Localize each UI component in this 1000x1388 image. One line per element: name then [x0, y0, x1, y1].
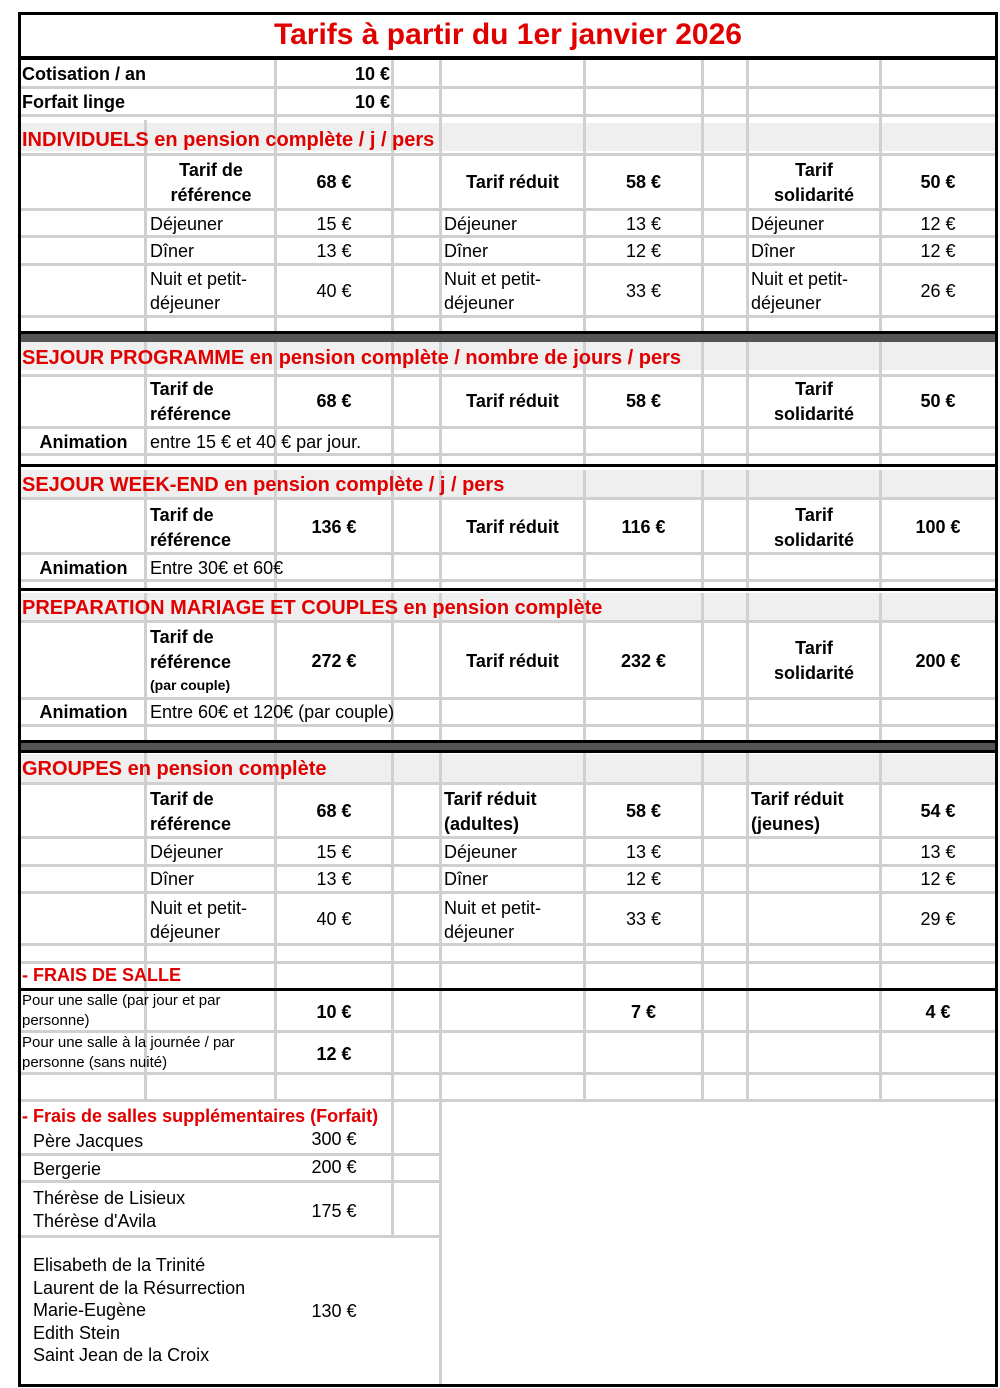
grid-hline — [20, 153, 996, 156]
price: 12 € — [920, 869, 956, 889]
solid-label: solidarité — [773, 530, 855, 550]
jeunes-price: 54 € — [920, 801, 956, 821]
solid-label: Tarif — [795, 379, 833, 399]
grid-hline — [20, 891, 996, 894]
supp-heading: - Frais de salles supplémentaires (Forfait) — [22, 1106, 379, 1126]
table-border — [995, 12, 998, 1387]
reduit-label: (adultes) — [444, 814, 520, 834]
jeunes-label: Tarif réduit — [751, 789, 844, 809]
room-name: Elisabeth de la Trinité — [33, 1255, 206, 1275]
room-price: 130 € — [311, 1301, 357, 1321]
solid-price: 50 € — [920, 172, 956, 192]
price: 12 € — [625, 869, 662, 889]
table-border — [18, 331, 998, 334]
grid-hline — [20, 1235, 440, 1238]
ref-label: Tarif de — [179, 160, 243, 180]
din-label: Dîner — [751, 241, 796, 261]
table-border — [18, 1384, 998, 1387]
nuit-label: déjeuner — [150, 293, 221, 313]
price: 12 € — [920, 241, 956, 261]
grid-hline — [20, 724, 996, 727]
ref-price: 68 € — [316, 391, 352, 411]
table-border — [18, 588, 998, 591]
salle-row-label: personne (sans nuité) — [22, 1054, 168, 1071]
room-name: Père Jacques — [33, 1131, 144, 1151]
table-border — [18, 740, 998, 743]
price: 40 € — [316, 909, 352, 929]
reduit-price: 58 € — [625, 172, 662, 192]
page-title: Tarifs à partir du 1er janvier 2026 — [273, 18, 742, 51]
section-heading: INDIVIDUELS en pension complète / j / pers — [22, 129, 435, 151]
din-label: Dîner — [444, 869, 489, 889]
grid-hline — [20, 782, 996, 785]
reduit-price: 58 € — [625, 801, 662, 821]
solid-price: 200 € — [915, 651, 961, 671]
animation-label: Animation — [39, 558, 128, 578]
grid-vline — [583, 60, 586, 120]
section-heading: GROUPES en pension complète — [22, 758, 327, 780]
grid-vline — [701, 750, 704, 1100]
nuit-label: Nuit et petit- — [751, 269, 849, 289]
grid-vline — [439, 750, 442, 1100]
reduit-label: Tarif réduit — [466, 651, 559, 671]
salle-row-label: Pour une salle (par jour et par — [22, 992, 221, 1009]
room-price: 300 € — [311, 1129, 357, 1149]
grid-vline — [439, 60, 442, 120]
section-heading: SEJOUR WEEK-END en pension complète / j / pers — [22, 474, 505, 496]
din-label: Dîner — [150, 241, 195, 261]
price: 12 € — [625, 241, 662, 261]
ref-label: référence — [150, 404, 232, 424]
animation-label: Animation — [39, 702, 128, 722]
reduit-label: Tarif réduit — [466, 391, 559, 411]
animation-text: Entre 30€ et 60€ — [150, 558, 284, 578]
table-border — [18, 12, 998, 15]
nuit-label: déjeuner — [150, 922, 221, 942]
salle-price: 4 € — [925, 1002, 951, 1022]
reduit-price: 232 € — [620, 651, 667, 671]
price: 40 € — [316, 281, 352, 301]
solid-label: solidarité — [773, 185, 855, 205]
room-price: 200 € — [311, 1157, 357, 1177]
dej-label: Déjeuner — [751, 214, 825, 234]
grid-hline — [20, 315, 996, 318]
room-name: Laurent de la Résurrection — [33, 1278, 246, 1298]
solid-price: 100 € — [915, 517, 961, 537]
price: 13 € — [625, 214, 662, 234]
salle-row-label: personne) — [22, 1012, 90, 1029]
grid-hline — [20, 86, 996, 89]
reduit-price: 58 € — [625, 391, 662, 411]
solid-label: solidarité — [773, 404, 855, 424]
reduit-label: Tarif réduit — [466, 517, 559, 537]
table-border — [18, 464, 998, 467]
ref-label: référence — [150, 652, 232, 672]
salle-heading: - FRAIS DE SALLE — [22, 965, 182, 985]
solid-label: Tarif — [795, 505, 833, 525]
solid-label: Tarif — [795, 160, 833, 180]
salle-price: 12 € — [316, 1044, 352, 1064]
room-name: Thérèse de Lisieux — [33, 1188, 186, 1208]
grid-hline — [20, 114, 996, 117]
section-divider — [18, 334, 998, 342]
section-divider — [18, 742, 998, 750]
linge-label: Forfait linge — [22, 92, 125, 112]
ref-label: référence — [150, 530, 232, 550]
price: 29 € — [920, 909, 956, 929]
ref-label: Tarif de — [150, 627, 214, 647]
ref-label: Tarif de — [150, 379, 214, 399]
dej-label: Déjeuner — [150, 214, 224, 234]
grid-hline — [20, 1099, 996, 1102]
nuit-label: déjeuner — [444, 922, 515, 942]
ref-price: 136 € — [311, 517, 357, 537]
table-border — [18, 12, 21, 1387]
room-name: Bergerie — [33, 1159, 102, 1179]
grid-vline — [879, 60, 882, 120]
ref-price: 68 € — [316, 172, 352, 192]
room-name: Edith Stein — [33, 1323, 121, 1343]
table-border — [18, 56, 998, 60]
reduit-price: 116 € — [621, 517, 666, 537]
din-label: Dîner — [150, 869, 195, 889]
din-label: Dîner — [444, 241, 489, 261]
grid-vline — [391, 750, 394, 1100]
ref-price: 272 € — [311, 651, 357, 671]
grid-vline — [746, 750, 749, 1100]
nuit-label: Nuit et petit- — [150, 898, 248, 918]
price: 13 € — [316, 241, 352, 261]
room-price: 175 € — [311, 1201, 357, 1221]
salle-row-label: Pour une salle à la journée / par — [22, 1034, 235, 1051]
price: 26 € — [920, 281, 956, 301]
section-heading: SEJOUR PROGRAMME en pension complète / nombre de jours / pers — [22, 347, 682, 369]
section-heading: PREPARATION MARIAGE ET COUPLES en pension complète — [22, 597, 603, 619]
salle-price: 7 € — [630, 1002, 657, 1022]
dej-label: Déjeuner — [150, 842, 224, 862]
ref-label: référence — [150, 814, 232, 834]
price: 12 € — [920, 214, 956, 234]
room-name: Thérèse d'Avila — [33, 1211, 157, 1231]
solid-label: Tarif — [795, 638, 833, 658]
dej-label: Déjeuner — [444, 214, 518, 234]
price: 13 € — [625, 842, 662, 862]
grid-vline — [439, 1100, 442, 1386]
salle-price: 10 € — [316, 1002, 352, 1022]
room-name: Marie-Eugène — [33, 1300, 147, 1320]
animation-text: entre 15 € et 40 € par jour. — [150, 432, 362, 452]
ref-label: Tarif de — [150, 505, 214, 525]
animation-text: Entre 60€ et 120€ (par couple) — [150, 702, 395, 722]
table-border — [18, 750, 998, 753]
reduit-label: Tarif réduit — [466, 172, 559, 192]
grid-vline — [391, 60, 394, 120]
cotisation-value: 10 € — [354, 64, 390, 84]
animation-label: Animation — [39, 432, 128, 452]
ref-label: référence — [170, 185, 252, 205]
grid-hline — [20, 208, 996, 211]
jeunes-label: (jeunes) — [751, 814, 821, 834]
solid-price: 50 € — [920, 391, 956, 411]
grid-vline — [701, 60, 704, 120]
grid-vline — [746, 60, 749, 120]
ref-note: (par couple) — [150, 677, 231, 693]
nuit-label: Nuit et petit- — [150, 269, 248, 289]
price: 13 € — [920, 842, 956, 862]
linge-value: 10 € — [354, 92, 390, 112]
dej-label: Déjeuner — [444, 842, 518, 862]
price: 33 € — [625, 909, 662, 929]
nuit-label: déjeuner — [751, 293, 822, 313]
price: 13 € — [316, 869, 352, 889]
price: 15 € — [316, 214, 352, 234]
grid-hline — [20, 836, 996, 839]
nuit-label: déjeuner — [444, 293, 515, 313]
grid-hline — [20, 426, 996, 429]
nuit-label: Nuit et petit- — [444, 269, 542, 289]
ref-label: Tarif de — [150, 789, 214, 809]
grid-hline — [20, 552, 996, 555]
nuit-label: Nuit et petit- — [444, 898, 542, 918]
price: 33 € — [625, 281, 662, 301]
cotisation-label: Cotisation / an — [22, 64, 147, 84]
room-name: Saint Jean de la Croix — [33, 1345, 210, 1365]
reduit-label: Tarif réduit — [444, 789, 537, 809]
ref-price: 68 € — [316, 801, 352, 821]
price: 15 € — [316, 842, 352, 862]
solid-label: solidarité — [773, 663, 855, 683]
grid-hline — [20, 263, 996, 266]
